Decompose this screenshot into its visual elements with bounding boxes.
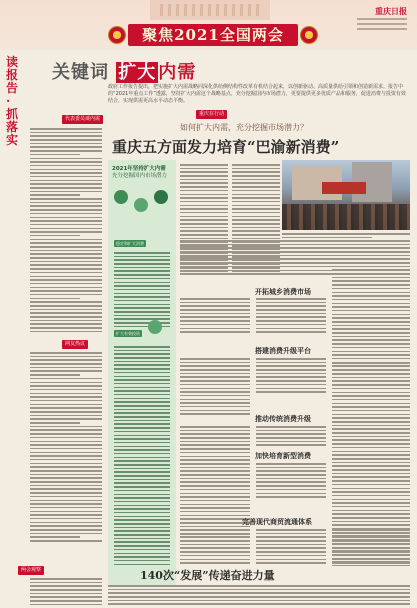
article-body-d2 <box>256 426 326 448</box>
info-text-1 <box>114 252 170 329</box>
cart-icon <box>114 190 128 204</box>
bag-icon <box>154 190 168 204</box>
article-body-b3 <box>332 262 410 373</box>
newspaper-brand: 重庆日报 <box>375 6 407 16</box>
subtitle-3: 推动传统消费升级 <box>255 414 311 423</box>
article-body-c3 <box>332 362 410 473</box>
info-label-investment: 扩大有效投资 <box>116 331 140 336</box>
keyword-title: 关键词 扩大 内需 <box>52 62 197 83</box>
article-photo <box>282 160 410 230</box>
infographic <box>108 160 176 585</box>
article-body-f2 <box>256 529 326 566</box>
subtitle-5: 完善现代商贸流通体系 <box>242 517 312 526</box>
great-hall-illustration <box>150 0 270 20</box>
building-icon <box>148 320 162 334</box>
coin-icon <box>134 198 148 212</box>
infographic-title: 2021年坚持扩大内需 充分挖掘国内市场潜力 <box>112 166 168 179</box>
vertical-column-title: 读 报 告 · 抓 落 实 <box>6 55 19 147</box>
section-tag-chongqing: 重庆在行动 <box>196 110 227 119</box>
subtitle-2: 搭建消费升级平台 <box>255 346 311 355</box>
subtitle-4: 加快培育新型消费 <box>255 451 311 460</box>
subtitle-1: 开拓城乡消费市场 <box>255 287 311 296</box>
page-header <box>0 0 417 50</box>
left-article-text <box>30 128 102 335</box>
article-body-e2 <box>256 463 326 500</box>
article-headline: 重庆五方面发力培育“巴渝新消费” <box>112 138 340 156</box>
section-tag-deputies: 代表委员谈内需 <box>62 115 103 124</box>
emblem-icon <box>300 26 318 44</box>
article-body-e1 <box>180 463 250 537</box>
emblem-icon <box>108 26 126 44</box>
article-body-b1 <box>180 298 250 335</box>
article-body-c1 <box>180 358 250 417</box>
keyword-summary: 政府工作报告提出，把实施扩大内需战略同深化供给侧结构性改革有机结合起来，以创新驱动、高质量供给引领和创造新需求。报告中的“2021年重点工作”透露，坚持扩大内需这个战略基点，充分挖掘国内市场潜力，更要提供更多优质产品和服务，促进消费与投资有效结合，实现供需更高水平动态平衡。 <box>108 84 406 104</box>
left-article-text-3 <box>30 578 102 608</box>
article-body-d1 <box>180 426 250 463</box>
header-banner: 聚焦2021全国两会 <box>128 24 298 46</box>
section-tag-netizens: 网友热议 <box>62 340 88 349</box>
bottom-article-text <box>108 585 410 607</box>
issue-info <box>357 18 407 33</box>
info-text-2 <box>114 346 170 567</box>
left-article-text-2 <box>30 352 102 544</box>
bottom-headline: 140次“发展”传递奋进力量 <box>140 569 275 582</box>
info-label-consumption: 稳定和扩大消费 <box>116 241 144 246</box>
article-body-f3 <box>332 529 410 566</box>
article-body-b2 <box>256 298 326 335</box>
article-subhead: 如何扩大内需，充分挖掘市场潜力？ <box>180 123 308 132</box>
article-body-c2 <box>256 358 326 395</box>
section-tag-observation: 两会观察 <box>18 566 44 575</box>
article-body-f1 <box>180 529 250 566</box>
